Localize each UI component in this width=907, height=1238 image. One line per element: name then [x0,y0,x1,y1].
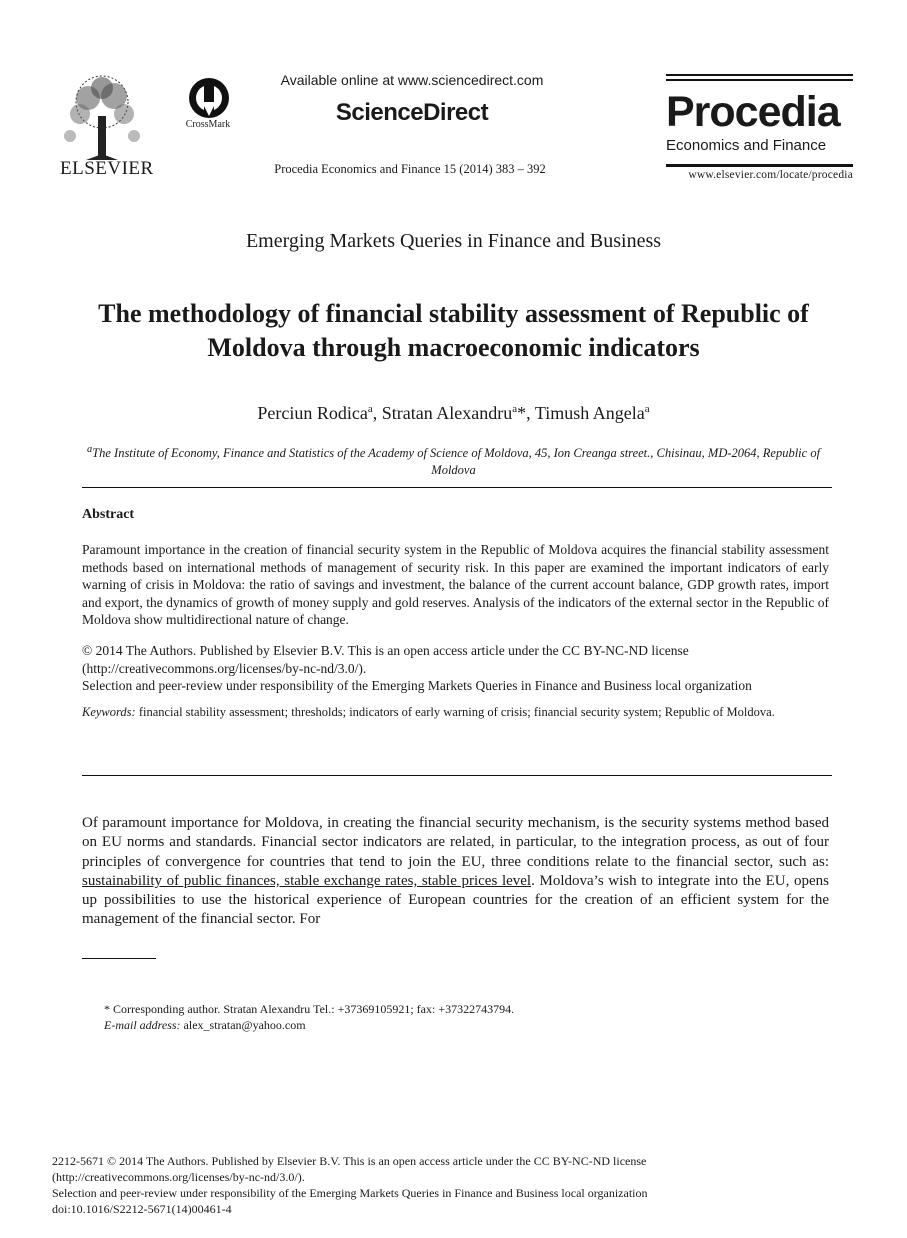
author-affil-mark: a [644,403,650,415]
selection-line: Selection and peer-review under responsibility of the Emerging Markets Queries in Finance and Business local organization [82,678,752,693]
procedia-masthead [666,74,853,181]
available-online[interactable]: Available online at www.sciencedirect.com [280,72,544,88]
footer-selection: Selection and peer-review under responsibility of the Emerging Markets Queries in Finance and Business local organization [52,1186,648,1200]
affiliation [80,441,827,479]
masthead-rule [666,74,853,76]
abstract-text: Paramount importance in the creation of financial security system in the Republic of Moldova acquires the financial stability assessment methods based on international methods of management of security risk. In this paper are examined the important indicators of early warning of crisis in Moldova: the ratio of savings and investment, the balance of the current account balance, GDP growth rates, import and export, the dynamics of growth of money supply and gold reserves. Analysis of the indicators of the external sector in the Republic of Moldova show multidirectional nature of change. [82,542,829,627]
body-paragraph [82,814,829,930]
procedia-url[interactable]: www.elsevier.com/locate/procedia [688,169,853,181]
crossmark-label: CrossMark [185,119,231,130]
body-underlined-text: sustainability of public finances, stable exchange rates, stable prices level [82,872,532,889]
keywords [82,704,782,721]
section-divider [82,775,832,776]
body-text-part: . Moldova’s wish to integrate into the EU, opens up possibilities to use the historical experience of European countries for the creation of an efficient system for the management of the financial sector. For [82,872,829,928]
conference-name: Emerging Markets Queries in Finance and Business [245,230,662,252]
email-line [104,1017,804,1033]
author-name: Perciun Rodica [257,403,368,423]
email-label: E-mail address: [104,1018,181,1032]
procedia-subtitle: Economics and Finance [666,137,827,154]
affil-mark: a [86,444,93,455]
author-name: Timush Angela [534,403,645,423]
author-list [0,403,907,424]
author-separator: , [526,403,535,423]
abstract-heading: Abstract [82,507,135,522]
procedia-title: Procedia [666,88,840,136]
affiliation-text: The Institute of Economy, Finance and Statistics of the Academy of Science of Moldova, 45, Ion Creanga street., Chisinau, MD-2064, Republic of Moldova [92,446,821,478]
paper-title: The methodology of financial stability assessment of Republic of Moldova through macroeconomic indicators [98,299,809,362]
masthead-rule [666,164,853,167]
author-affil-mark: a [512,403,518,415]
footer-license-link[interactable]: (http://creativecommons.org/licenses/by-nc-nd/3.0/). [52,1170,305,1184]
keywords-label: Keywords: [82,705,136,719]
footer-doi[interactable]: doi:10.1016/S2212-5671(14)00461-4 [52,1202,232,1216]
section-divider [82,487,832,488]
keywords-text: financial stability assessment; thresholds; indicators of early warning of crisis; financial security system; Republic of Moldova. [138,705,775,719]
corresponding-author: * Corresponding author. Stratan Alexandru Tel.: +37369105921; fax: +37322743794. [104,1002,515,1016]
body-text-part: Of paramount importance for Moldova, in creating the financial security mechanism, is the security systems method based on EU norms and standards. Financial sector indicators are related, in particular, to the integration process, as out of four principles of convergence for countries that tend to join the EU, three conditions relate to the financial sector, such as: [82,815,829,870]
license-line: © 2014 The Authors. Published by Elsevier B.V. This is an open access article under the CC BY-NC-ND license [82,643,689,658]
masthead-rule [666,79,853,81]
author-name: Stratan Alexandru [381,403,513,423]
corresponding-mark: * [517,403,527,423]
page-footer [52,1153,852,1217]
license-link[interactable]: (http://creativecommons.org/licenses/by-nc-nd/3.0/). [82,660,367,676]
sciencedirect-brand: ScienceDirect [335,99,489,126]
email-address[interactable]: alex_stratan@yahoo.com [183,1018,306,1032]
footer-license: 2212-5671 © 2014 The Authors. Published by Elsevier B.V. This is an open access article under the CC BY-NC-ND license [52,1154,647,1168]
footnote-rule [82,958,156,959]
journal-reference: Procedia Economics and Finance 15 (2014) 383 – 392 [274,162,546,176]
author-affil-mark: a [367,403,373,415]
publisher-name: ELSEVIER [60,158,154,179]
license-block [82,642,829,695]
footnote [104,1001,804,1033]
author-separator: , [372,403,382,423]
